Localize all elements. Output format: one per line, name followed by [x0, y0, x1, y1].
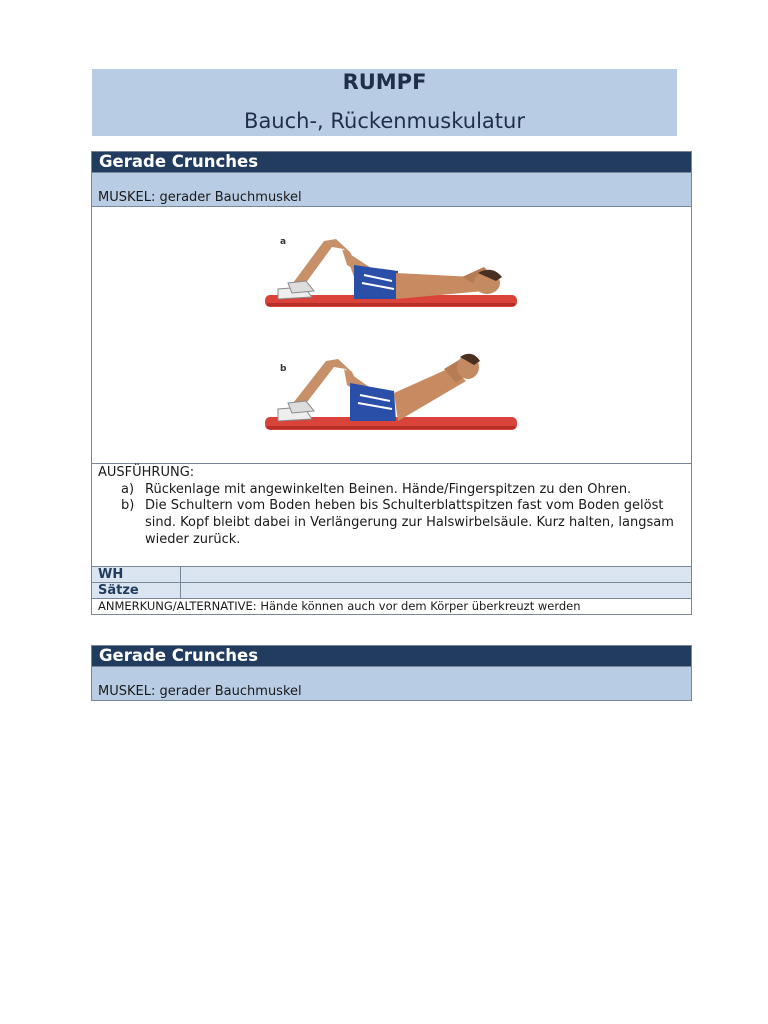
- exercise-card: [91, 645, 692, 701]
- saetze-row: [92, 582, 691, 598]
- wh-label: WH: [92, 567, 181, 582]
- muscle-label: MUSKEL: gerader Bauchmuskel: [98, 190, 302, 205]
- muscle-row: [92, 666, 691, 700]
- image-label-a: a: [280, 237, 287, 247]
- list-item: [117, 497, 677, 548]
- exercise-card: [91, 151, 692, 615]
- execution-section: [92, 463, 691, 566]
- exercise-title: Gerade Crunches: [92, 646, 691, 666]
- execution-label: AUSFÜHRUNG:: [98, 465, 195, 480]
- note-row: ANMERKUNG/ALTERNATIVE: Hände können auch vor dem Körper überkreuzt werden: [92, 598, 691, 614]
- saetze-label: Sätze: [92, 583, 181, 598]
- page-header: [92, 69, 677, 136]
- execution-steps: [117, 481, 677, 548]
- step-marker: b): [121, 498, 135, 513]
- exercise-title: Gerade Crunches: [92, 152, 691, 172]
- step-text: Die Schultern vom Boden heben bis Schulterblattspitzen fast vom Boden gelöst sind. Kopf bleibt dabei in Verlängerung zur Halswirbelsäule. Kurz halten, langsam wieder zurück.: [145, 498, 674, 547]
- section-title: RUMPF: [342, 70, 427, 94]
- step-text: Rückenlage mit angewinkelten Beinen. Hände/Fingerspitzen zu den Ohren.: [145, 482, 632, 497]
- wh-row: [92, 566, 691, 582]
- muscle-label: MUSKEL: gerader Bauchmuskel: [98, 684, 302, 699]
- muscle-row: [92, 172, 691, 206]
- crunch-illustration: [92, 207, 691, 463]
- exercise-illustration: [92, 206, 691, 463]
- saetze-value[interactable]: [181, 583, 691, 598]
- wh-value[interactable]: [181, 567, 691, 582]
- step-marker: a): [121, 482, 135, 497]
- image-label-b: b: [280, 364, 287, 374]
- section-subtitle: Bauch-, Rückenmuskulatur: [244, 109, 525, 133]
- list-item: [117, 481, 677, 498]
